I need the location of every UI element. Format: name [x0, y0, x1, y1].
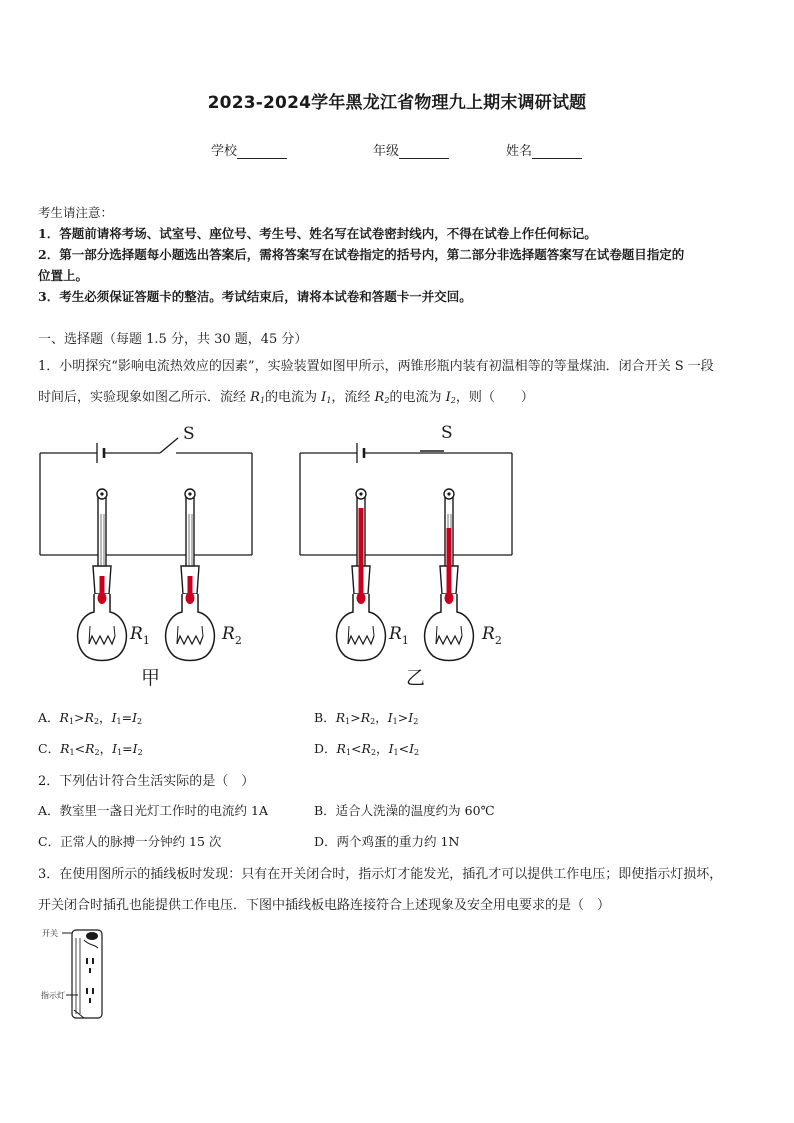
notice-heading: 考生请注意：: [38, 205, 114, 220]
notice-item-1: 1．答题前请将考场、试室号、座位号、考生号、姓名写在试卷密封线内，不得在试卷上作任何标记。: [38, 226, 597, 241]
q1-stem-line2: 时间后，实验现象如图乙所示．流经 $R_1$的电流为 $I_1$，流经 $R_2$的电流为 $I_2$，则（ ）: [38, 390, 534, 405]
r1-symbol: $R_1$: [250, 390, 266, 405]
q3-stem-line1: 3．在使用图所示的插线板时发现：只有在开关闭合时，指示灯才能发光，插孔才可以提供工作电压；即使指示灯损坏，: [38, 867, 723, 882]
school-label: 学校: [211, 144, 238, 159]
grade-label: 年级: [373, 144, 400, 159]
switch-knob: [86, 932, 98, 940]
q3-stem-line2: 开关闭合时插孔也能提供工作电压．下图中插线板电路连接符合上述现象及安全用电要求的是（ ）: [38, 898, 611, 913]
grade-blank: [399, 144, 449, 159]
switch-label: 开关: [42, 929, 58, 938]
circuit-jia: [40, 424, 252, 689]
q2-stem: 2．下列估计符合生活实际的是（ ）: [38, 774, 255, 789]
section-heading: 一、选择题（每题 1.5 分，共 30 题，45 分）: [38, 332, 308, 347]
caption-yi: 乙: [406, 667, 426, 689]
school-field: [211, 140, 287, 159]
q1-circuit-figure: [0, 410, 794, 700]
q1-option-b[interactable]: B．$R_1>R_2$，$I_1>I_2$: [314, 710, 419, 726]
q1-option-d[interactable]: D．$R_1<R_2$，$I_1<I_2$: [314, 741, 420, 757]
q2-option-c[interactable]: C．正常人的脉搏一分钟约 15 次: [38, 834, 222, 849]
r2-label-yi: $R_2$: [482, 624, 502, 647]
flask-r1-jia: [78, 494, 127, 661]
school-blank: [237, 144, 287, 159]
strip-body: [72, 930, 102, 1018]
q2-option-d[interactable]: D．两个鸡蛋的重力约 1N: [314, 834, 460, 849]
r2-symbol: $R_2$: [374, 390, 390, 405]
name-field: [506, 140, 582, 159]
page-title: 2023-2024学年黑龙江省物理九上期末调研试题: [207, 93, 587, 113]
liquid-column: [447, 528, 452, 598]
r1-label-yi: $R_1$: [389, 624, 409, 647]
i2-symbol: $I_2$: [445, 390, 456, 405]
notice-item-3: 3．考生必须保证答题卡的整洁。考试结束后，请将本试卷和答题卡一并交回。: [38, 289, 472, 304]
q1-option-a[interactable]: A．$R_1>R_2$，$I_1=I_2$: [38, 710, 143, 726]
flask-r2-jia: [166, 494, 215, 661]
q1-option-c[interactable]: C．$R_1<R_2$，$I_1=I_2$: [38, 741, 143, 757]
q1-stem-line1: 1．小明探究“影响电流热效应的因素”，实验装置如图甲所示，两锥形瓶内装有初温相等的等量煤油．闭合开关 S 一段: [38, 359, 714, 374]
flask-r1-yi: [337, 494, 386, 661]
name-label: 姓名: [506, 144, 533, 159]
notice-item-2: 2．第一部分选择题每小题选出答案后，需将答案写在试卷指定的括号内，第二部分非选择题答案写在试卷题目指定的: [38, 247, 685, 262]
q3-power-strip-figure: [40, 924, 110, 1024]
caption-jia: 甲: [141, 667, 161, 689]
q2-option-b[interactable]: B．适合人洗澡的温度约为 60℃: [314, 803, 495, 818]
name-blank: [532, 144, 582, 159]
r1-label-jia: $R_1$: [130, 624, 150, 647]
switch-label-yi: S: [441, 423, 453, 443]
notice-item-2-cont: 位置上。: [38, 268, 89, 283]
flask-r2-yi: [425, 494, 474, 661]
open-switch: [160, 438, 178, 453]
lamp-label: 指示灯: [41, 991, 65, 1000]
switch-label-jia: S: [183, 424, 195, 444]
i1-symbol: $I_1$: [321, 390, 332, 405]
grade-field: [373, 140, 449, 159]
r2-label-jia: $R_2$: [222, 624, 242, 647]
circuit-yi: [300, 423, 512, 689]
liquid-column: [359, 508, 364, 598]
q2-option-a[interactable]: A．教室里一盏日光灯工作时的电流约 1A: [38, 803, 268, 818]
